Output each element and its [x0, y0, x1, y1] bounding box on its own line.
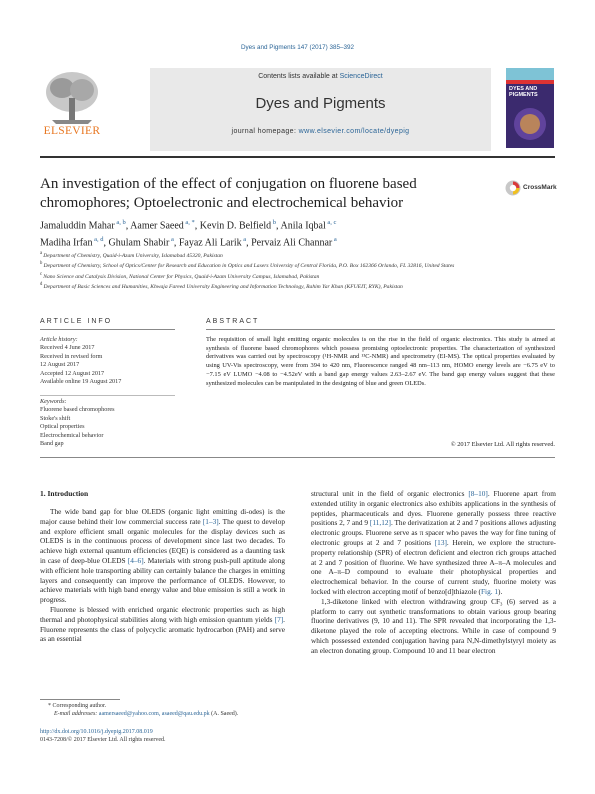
body-column-left — [40, 507, 285, 644]
history-label: Article history: — [40, 336, 78, 343]
keyword-item: Stoke's shift — [40, 414, 71, 422]
keyword-item: Optical properties — [40, 423, 85, 431]
footnote-rule — [40, 699, 120, 700]
body-paragraph: The wide band gap for blue OLEDS (organic light emitting di-odes) is the major cause behind their low commercial success rate [1–3]. The quest to develop and explore efficient small organic molecules for the display devices such as OLEDS is in the continuous process of development since last two decades. To achieve high external quantum efficiencies (EQE) is considered as a daunting task in case of deep-blue OLEDS [4–6]. Materials with strong push-pull aptitude along with efficient hole transporting ability can certainly balance the charges in emitting layers and consequently can improve the performance of OLEDS. However, to achieve materials with high band energy value and blue emission is still a work in progress. — [40, 507, 285, 605]
journal-cover-image — [506, 68, 554, 148]
affiliation-text: Nano Science and Catalysis Division, National Center for Physics, Quaid-i-Azam University Campus, Islamabad, Pakistan — [43, 273, 320, 280]
author-separator: , — [125, 220, 131, 232]
keywords — [40, 398, 180, 448]
author-name: Pervaiz Ali Channar — [251, 237, 333, 249]
citation-link[interactable]: [13] — [434, 537, 447, 547]
journal-title: Dyes and Pigments — [255, 95, 386, 112]
citation-link[interactable]: Fig. 1 — [481, 586, 499, 596]
citation-link[interactable]: [8–10] — [468, 489, 488, 498]
section-heading-introduction: 1. Introduction — [40, 489, 89, 498]
affiliation-item — [40, 260, 550, 270]
body-paragraph: 1,3-diketone linked with electron withdrawing group CF₃ (6) served as a platform to carry out synthetic transformations to obtain various group bearing fluorine derivatives (9, 10 and 11). The SPR revealed that incorporating the 1,3-diketone played the role of accepting electrons. While in case of compound 9 which possessed extended conjugation having para N,N-dimethylstyryl moiety as an electron donating group. Compound 10 and 11 bear electron — [311, 596, 556, 655]
author-name: Fayaz Ali Larik — [178, 237, 242, 249]
crossmark-icon — [505, 180, 521, 196]
history-item: Accepted 12 August 2017 — [40, 369, 105, 377]
history-item: Available online 19 August 2017 — [40, 378, 122, 386]
journal-reference[interactable]: Dyes and Pigments 147 (2017) 385–392 — [240, 44, 355, 51]
affiliation-text: Department of Chemistry, School of Optics/Center for Research and Education in Optics and Lasers University of Central Florida, P.O. Box 162366 Orlando, FL 32816, United States — [43, 263, 455, 270]
header-divider — [40, 156, 555, 158]
article-history — [40, 336, 180, 386]
email-line — [40, 710, 285, 718]
citation-link[interactable]: [4–6] — [127, 555, 144, 565]
crossmark-label: CrossMark — [523, 184, 557, 191]
history-item: 12 August 2017 — [40, 361, 80, 369]
sciencedirect-link[interactable]: ScienceDirect — [339, 73, 383, 80]
abstract-copyright: © 2017 Elsevier Ltd. All rights reserved. — [450, 441, 555, 448]
body-paragraph: structural unit in the field of organic electronics [8–10]. Fluorene apart from extended utility in organic electronics also exhibits applications in the synthesis of peptides, pharmaceuticals and dyes. Fluorene generally possess three reactive positions 2, 7 and 9 [11,12]. The derivatization at 2 and 7 positions allows adjusting electronic groups. Fluorene serve as π spacer who paves the way for fine tuning of electronic groups at 2 and 7 positions [13]. Herein, we explore the structure-property relationship (SPR) of electron deficient and electron rich groups attached at 2 and 7 position of fluorine. We have synthesized three A–π–A molecules and one A–π–D compound to evaluate their photophysical properties and electrochemical behavior. In the course of current study, fluorine moiety was locked with electron accepting motif of benzo[d]thiazole (Fig. 1). — [311, 489, 556, 596]
homepage-link[interactable]: www.elsevier.com/locate/dyepig — [298, 128, 410, 135]
affiliation-marker: b — [40, 261, 44, 267]
keywords-rule — [40, 395, 175, 396]
doi-link[interactable]: http://dx.doi.org/10.1016/j.dyepig.2017.08.019 — [40, 729, 153, 735]
author-name: Ghulam Shabir — [108, 237, 170, 249]
history-item: Received 4 June 2017 — [40, 344, 95, 352]
email-links[interactable]: aamersaeed@yahoo.com, asaeed@qau.edu.pk — [98, 711, 210, 718]
author-affiliation-marker[interactable]: a — [169, 236, 174, 244]
affiliation-text: Department of Basic Sciences and Humanities, Khwaja Fareed University Engineering and Information Technology, Rahim Yar Khan (KFUEIT, RYK), Pakistan — [43, 284, 403, 291]
author-line-2 — [40, 233, 540, 250]
article-info-heading: ARTICLE INFO — [40, 318, 113, 325]
affiliations — [40, 250, 550, 292]
affiliation-marker: a — [40, 251, 44, 256]
author-name: Aamer Saeed — [130, 220, 184, 232]
affiliation-item — [40, 250, 550, 260]
keyword-item: Band gap — [40, 440, 64, 448]
contents-line — [150, 73, 491, 80]
journal-homepage — [150, 128, 491, 135]
affiliation-marker: c — [40, 271, 44, 277]
citation-link[interactable]: [1–3] — [202, 516, 219, 526]
abstract-heading: ABSTRACT — [206, 318, 260, 325]
cover-title: DYES AND PIGMENTS — [509, 86, 538, 98]
author-name: Madiha Irfan — [40, 237, 93, 249]
email-label: E-mail addresses: — [54, 711, 98, 718]
author-affiliation-marker[interactable]: a, c — [325, 219, 337, 226]
abstract-text: The requisition of small light emitting organic molecules is on the rise in the field of organic electronics. This study is aimed at synthesis of fluorene based chromophores which possess promising optoelectronic properties. The characterization of synthesized derivatives was carried out by spectroscopy (¹H-NMR and ¹³C-NMR) and spectrometry (EI-MS). The optical properties evaluated by using UV-Vis spectroscopy, were from 394 to 420 nm, Fluorescence ranged 48 nm–113 nm, HOMO energy levels are −6.75 eV to −7.15 eV LUMO −4.08 to −4.52eV with a band gap energy values 2.63–2.67 eV. The band gap energy values suggest that these synthesized molecules can be manipulated in the designing of blue and green OLEDs. — [206, 336, 555, 387]
author-affiliation-marker[interactable]: a, d — [92, 236, 104, 244]
history-item: Received in revised form — [40, 352, 103, 360]
doi-block — [40, 728, 340, 744]
body-paragraph: Fluorene is blessed with enriched organic electronic properties such as high thermal and photophysical stabilities along with high emission quantum yields [7]. Fluorene represents the class of polycyclic aromatic hydrocarbon (PAH) and serve as an essential — [40, 604, 285, 644]
homepage-prefix: journal homepage: — [231, 128, 299, 135]
body-column-right — [311, 489, 556, 656]
author-separator: , — [173, 237, 179, 249]
history-list — [40, 344, 180, 386]
keywords-label: Keywords: — [40, 398, 67, 405]
author-name: Anila Iqbal — [280, 220, 326, 232]
corresponding-author-note: * Corresponding author. — [48, 703, 107, 709]
author-separator: , — [103, 237, 109, 249]
affiliation-text: Department of Chemistry, Quaid-i-Azam University, Islamabad 45320, Pakistan — [43, 252, 223, 259]
affiliation-item — [40, 271, 550, 281]
citation-link[interactable]: [7] — [274, 614, 284, 624]
author-list — [40, 216, 540, 251]
author-name: Kevin D. Belfield — [199, 220, 272, 232]
affiliation-marker: d — [40, 282, 44, 288]
author-separator: , — [276, 220, 281, 232]
crossmark-badge[interactable] — [505, 180, 555, 198]
keyword-item: Electrochemical behavior — [40, 431, 104, 439]
paper-title: An investigation of the effect of conjugation on fluorene based chromophores; Optoelectronic and electrochemical behavior — [40, 176, 417, 211]
email-suffix: (A. Saeed). — [209, 711, 239, 718]
author-separator: , — [246, 237, 252, 249]
abstract-bottom-rule — [40, 457, 555, 458]
author-line-1 — [40, 216, 540, 233]
citation-link[interactable]: [11,12] — [369, 518, 391, 528]
footnotes — [40, 702, 285, 719]
author-name: Jamaluddin Mahar — [40, 220, 115, 232]
affiliation-item — [40, 281, 550, 291]
author-affiliation-marker[interactable]: a, * — [183, 219, 195, 226]
author-affiliation-marker[interactable]: a, b — [114, 219, 126, 226]
abstract-rule — [206, 329, 555, 330]
author-affiliation-marker[interactable]: b — [271, 219, 277, 226]
contents-prefix: Contents lists available at — [258, 73, 340, 80]
keywords-list — [40, 406, 180, 448]
keyword-item: Fluorene based chromophores — [40, 406, 115, 414]
author-affiliation-marker[interactable]: a — [241, 236, 247, 244]
author-separator: , — [194, 220, 200, 232]
issn-copyright: 0143-7208/© 2017 Elsevier Ltd. All rights reserved. — [40, 737, 166, 744]
article-info-rule — [40, 329, 175, 330]
author-affiliation-marker[interactable]: a — [332, 236, 337, 244]
publisher-name: ELSEVIER — [43, 125, 101, 137]
